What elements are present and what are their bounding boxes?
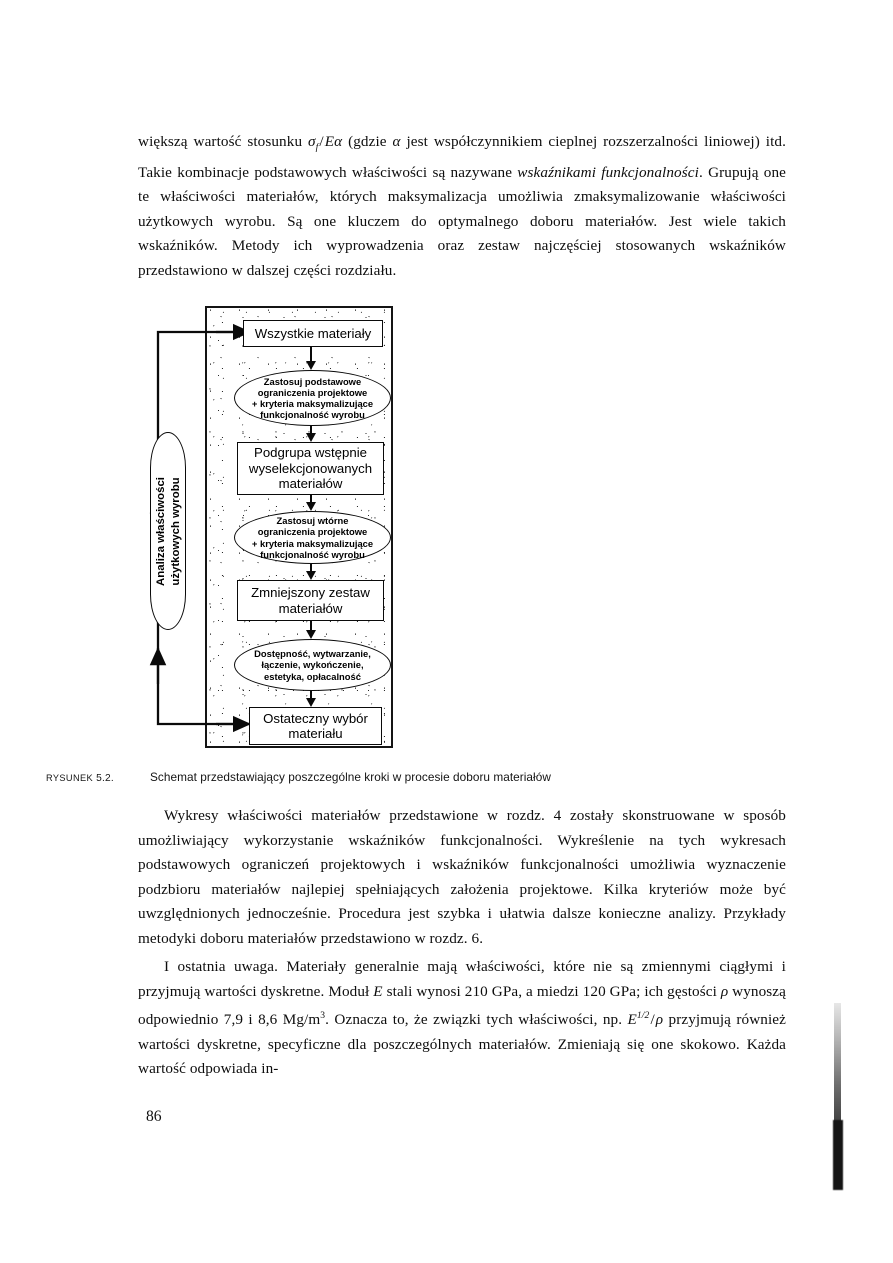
figure-caption-number: 5.2.: [96, 773, 114, 784]
rho-glyph-2: ρ: [655, 1011, 664, 1029]
flow-node-apply-secondary-constraints: [234, 511, 391, 564]
rho-glyph: ρ: [720, 982, 729, 1000]
figure-caption: [46, 770, 806, 784]
primary-line-3: + kryteria maksymalizujące: [251, 398, 374, 409]
flow-arrow-2: [310, 426, 312, 434]
flow-node-reduced-material-set: [237, 580, 384, 621]
availability-line-1: Dostępność, wytwarzanie,: [254, 648, 371, 660]
p3-text-d: . Oznacza to, że związki tych właściwości, np.: [325, 1011, 628, 1029]
figure-caption-text: Schemat przedstawiający poszczególne kroki w procesie doboru materiałów: [150, 770, 551, 784]
p3-text-c: wynoszą odpowiednio 7,9 i 8,6 Mg/m: [138, 982, 786, 1029]
sigma-f-symbol: [308, 133, 319, 154]
reduced-line-2: materiałów: [278, 600, 343, 616]
scan-binding-shadow-tail: [833, 1120, 843, 1190]
sigma-subscript: f: [315, 142, 319, 154]
availability-line-3: estetyka, opłacalność: [264, 670, 361, 682]
reduced-line-1: Zmniejszony zestaw: [251, 585, 370, 600]
flow-arrow-1: [310, 347, 312, 362]
division-slash: /: [319, 133, 324, 150]
secondary-line-2: ograniczenia projektowe: [257, 526, 368, 538]
expression-slash: /: [650, 1011, 655, 1029]
secondary-line-3: + kryteria maksymalizujące: [251, 537, 374, 549]
paragraph-two: Wykresy właściwości materiałów przedstawione w rozdz. 4 zostały skonstruowane w sposób umożliwiający wykorzystanie wskaźników funkcjonalności. Wykreślenie na tych wykresach podstawowych ograniczeń projektowych i wskaźników funkcjonalności umożliwia wyznaczenie podzbioru materiałów najlepiej spełniających założenia projektowe. Kilka kryteriów może być uwzględnionych jednocześnie. Procedura jest szybka i ułatwia dalsze konieczne analizy. Przykłady metodyki doboru materiałów przedstawiono w rozdz. 6.: [138, 807, 786, 947]
page-number: 86: [146, 1108, 162, 1125]
flow-arrow-6: [310, 691, 312, 699]
subgroup-line-1: Podgrupa wstępnie: [254, 445, 367, 461]
primary-line-1: Zastosuj podstawowe: [263, 375, 362, 387]
flow-node-final-material-choice: [249, 707, 382, 745]
secondary-line-1: Zastosuj wtórne: [276, 515, 349, 527]
subgroup-line-2: wyselekcjonowanych: [248, 460, 373, 476]
p1-text-tail: . Grupują one te właściwości materiałów, których maksymalizacja umożliwia zmaksymalizowanie właściwości użytkowych wyrobu. Są one kluczem do optymalnego doboru materiałów. Jest wiele takich wskaźników. Metody ich wyprowadzenia oraz zestaw najczęściej stosowanych wskaźników przedstawiono w dalszej części rozdziału.: [138, 163, 787, 279]
E-glyph: E: [627, 1011, 637, 1029]
flow-arrow-4: [310, 564, 312, 572]
flow-node-all-materials: [243, 320, 383, 347]
flow-arrow-5: [310, 621, 312, 631]
feedback-loop-label: [150, 432, 186, 630]
p1-text-pre: większą wartość stosunku: [138, 133, 309, 150]
primary-line-4: funkcjonalność wyrobu: [260, 409, 365, 421]
availability-line-2: łączenie, wykończenie,: [261, 659, 364, 671]
modulus-E-symbol: E: [373, 982, 383, 1000]
primary-line-2: ograniczenia projektowe: [257, 386, 368, 398]
one-half-exponent: 1/2: [636, 1010, 650, 1022]
loop-label-line-2: użytkowych wyrobu: [169, 476, 182, 586]
paragraph-one: [138, 130, 786, 284]
flow-node-all-materials-line-1: Wszystkie materiały: [254, 325, 372, 341]
p1-text-after-alpha: jest współczynnikiem cieplnej rozszerzalności liniowej) itd. Takie kombinacje podstawowych właściwości są nazywane: [138, 133, 786, 181]
flow-node-apply-primary-constraints: [234, 370, 391, 426]
p1-text-mid: (gdzie: [342, 133, 393, 150]
term-wskazniki-funkcjonalnosci: wskaźnikami funkcjonalności: [517, 163, 699, 181]
subgroup-line-3: materiałów: [278, 476, 343, 492]
alpha-glyph: α: [392, 133, 401, 150]
sigma-glyph: σ: [308, 133, 316, 150]
cubic-exponent: 3: [320, 1010, 326, 1022]
flow-node-preselected-subgroup: [237, 442, 384, 495]
final-line-1: Ostateczny wybór: [263, 710, 368, 726]
flow-arrow-3: [310, 495, 312, 503]
p3-text-b: stali wynosi 210 GPa, a miedzi 120 GPa; ich gęstości: [382, 982, 721, 1000]
paragraph-three: [138, 955, 786, 1082]
E-alpha-symbol: Eα: [324, 133, 343, 150]
figure-caption-prefix: RYSUNEK: [46, 773, 94, 783]
loop-label-line-1: Analiza właściwości: [154, 476, 167, 586]
secondary-line-4: funkcjonalność wyrobu: [260, 548, 365, 560]
figure-5-2-flowchart: [205, 306, 393, 748]
p3-text-e: przyjmują również wartości dyskretne, specyficzne dla poszczególnych materiałów. Zmieniają się one skokowo. Każda wartość odpowiada in-: [138, 1011, 786, 1078]
p3-text-a: I ostatnia uwaga. Materiały generalnie mają właściwości, które nie są zmiennymi ciągłymi i przyjmują wartości dyskretne. Moduł: [138, 958, 786, 1000]
E-half-over-rho-expression: [628, 1011, 664, 1028]
final-line-2: materiału: [288, 726, 343, 741]
flow-node-availability-processing: [234, 639, 391, 691]
figure-caption-label: [46, 773, 150, 784]
